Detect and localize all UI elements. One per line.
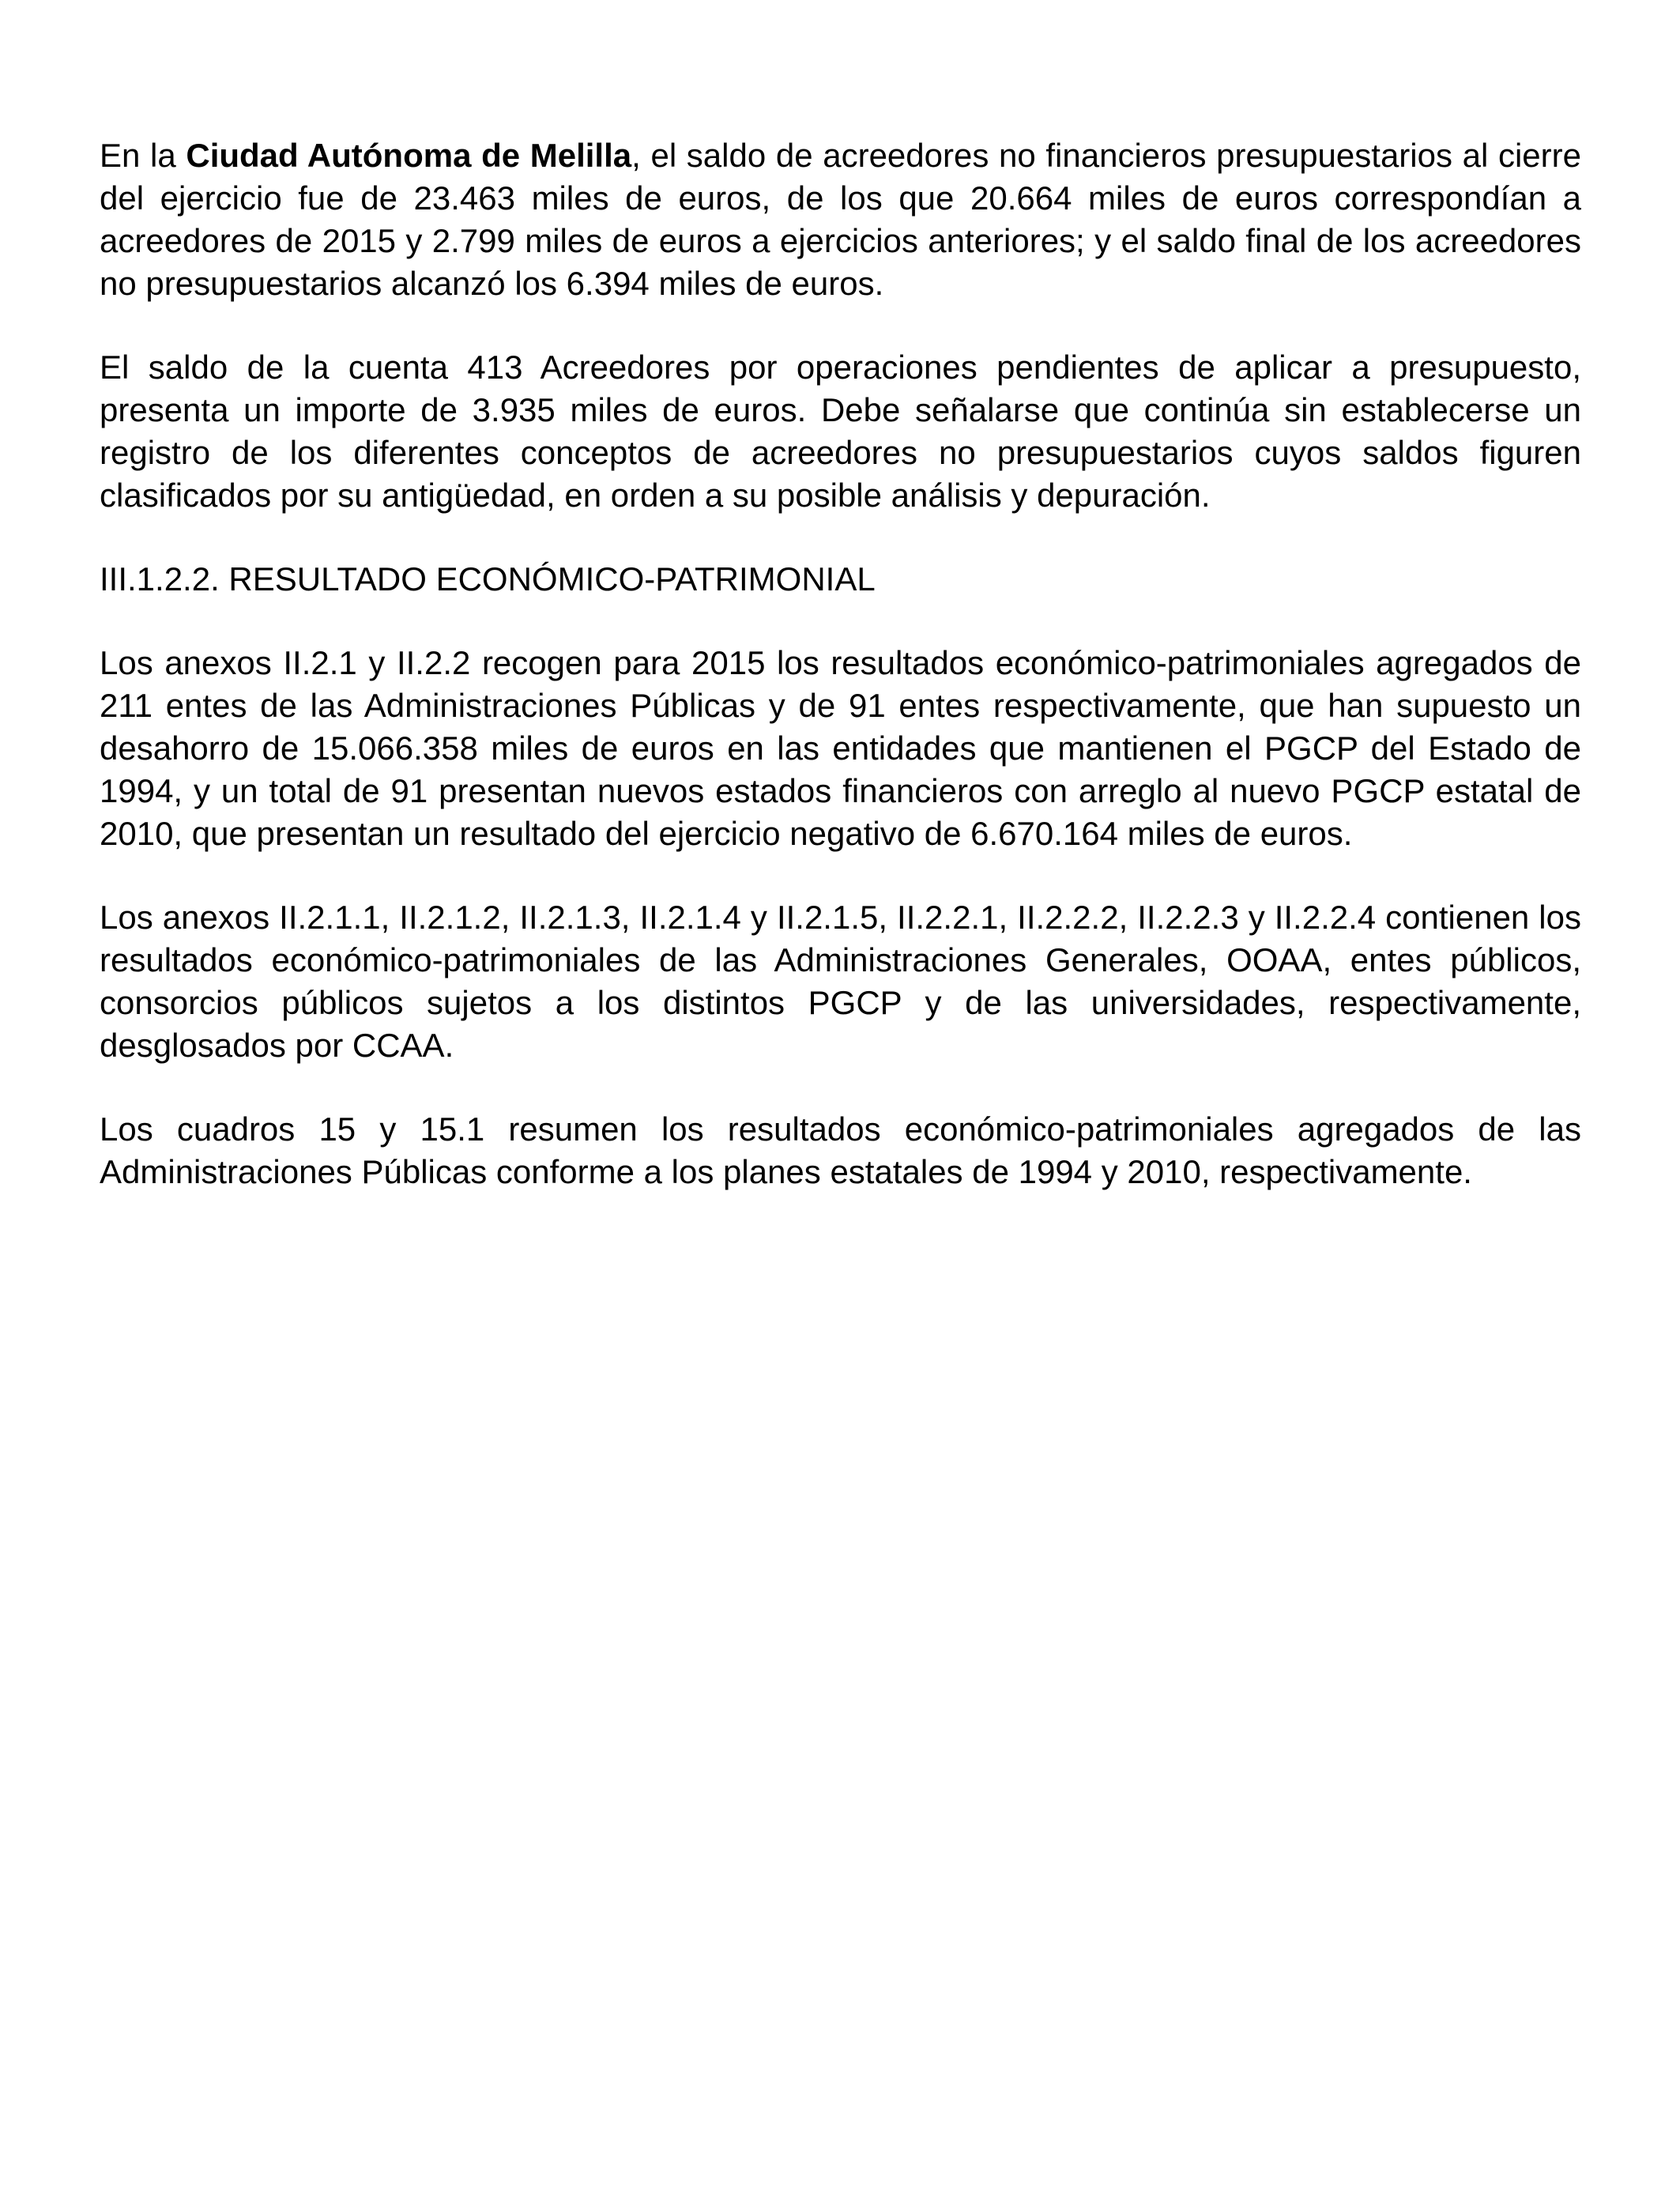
section-heading: III.1.2.2. RESULTADO ECONÓMICO-PATRIMONIAL — [100, 560, 876, 598]
paragraph-anexos-desglose: Los anexos II.2.1.1, II.2.1.2, II.2.1.3, II.2.1.4 y II.2.1.5, II.2.2.1, II.2.2.2, II.2.2.3 y II.2.2.4 contienen los resultados económico-patrimoniales de las Administraciones Generales, OOAA, entes públicos, consorcios públicos sujetos a los distintos PGCP y de las universidades, respectivamente, desglosados por CCAA. — [100, 899, 1581, 1064]
paragraph-cuenta-413: El saldo de la cuenta 413 Acreedores por operaciones pendientes de aplicar a presupuesto, presenta un importe de 3.935 miles de euros. Debe señalarse que continúa sin establecerse un registro de los diferentes conceptos de acreedores no presupuestarios cuyos saldos figuren clasificados por su antigüedad, en orden a su posible análisis y depuración. — [100, 349, 1581, 514]
paragraph-cuadros-resumen: Los cuadros 15 y 15.1 resumen los resultados económico-patrimoniales agregados de las Administraciones Públicas conforme a los planes estatales de 1994 y 2010, respectivamente. — [100, 1110, 1581, 1190]
bold-entity-name: Ciudad Autónoma de Melilla — [186, 137, 632, 174]
paragraph-rest-text: , el saldo de acreedores no financieros presupuestarios al cierre del ejercicio fue de 23.463 miles de euros, de los que 20.664 miles de euros correspondían a acreedores de 2015 y 2.799 miles de euros a ejercicios anteriores; y el saldo final de los acreedores no presupuestarios alcanzó los 6.394 miles de euros. — [100, 137, 1581, 302]
paragraph-lead-text: En la — [100, 137, 186, 174]
document-page — [100, 134, 1581, 1235]
paragraph-melilla-acreedores — [100, 134, 1581, 305]
paragraph-anexos-resultados: Los anexos II.2.1 y II.2.2 recogen para 2015 los resultados económico-patrimoniales agregados de 211 entes de las Administraciones Públicas y de 91 entes respectivamente, que han supuesto un desahorro de 15.066.358 miles de euros en las entidades que mantienen el PGCP del Estado de 1994, y un total de 91 presentan nuevos estados financieros con arreglo al nuevo PGCP estatal de 2010, que presentan un resultado del ejercicio negativo de 6.670.164 miles de euros. — [100, 644, 1581, 852]
